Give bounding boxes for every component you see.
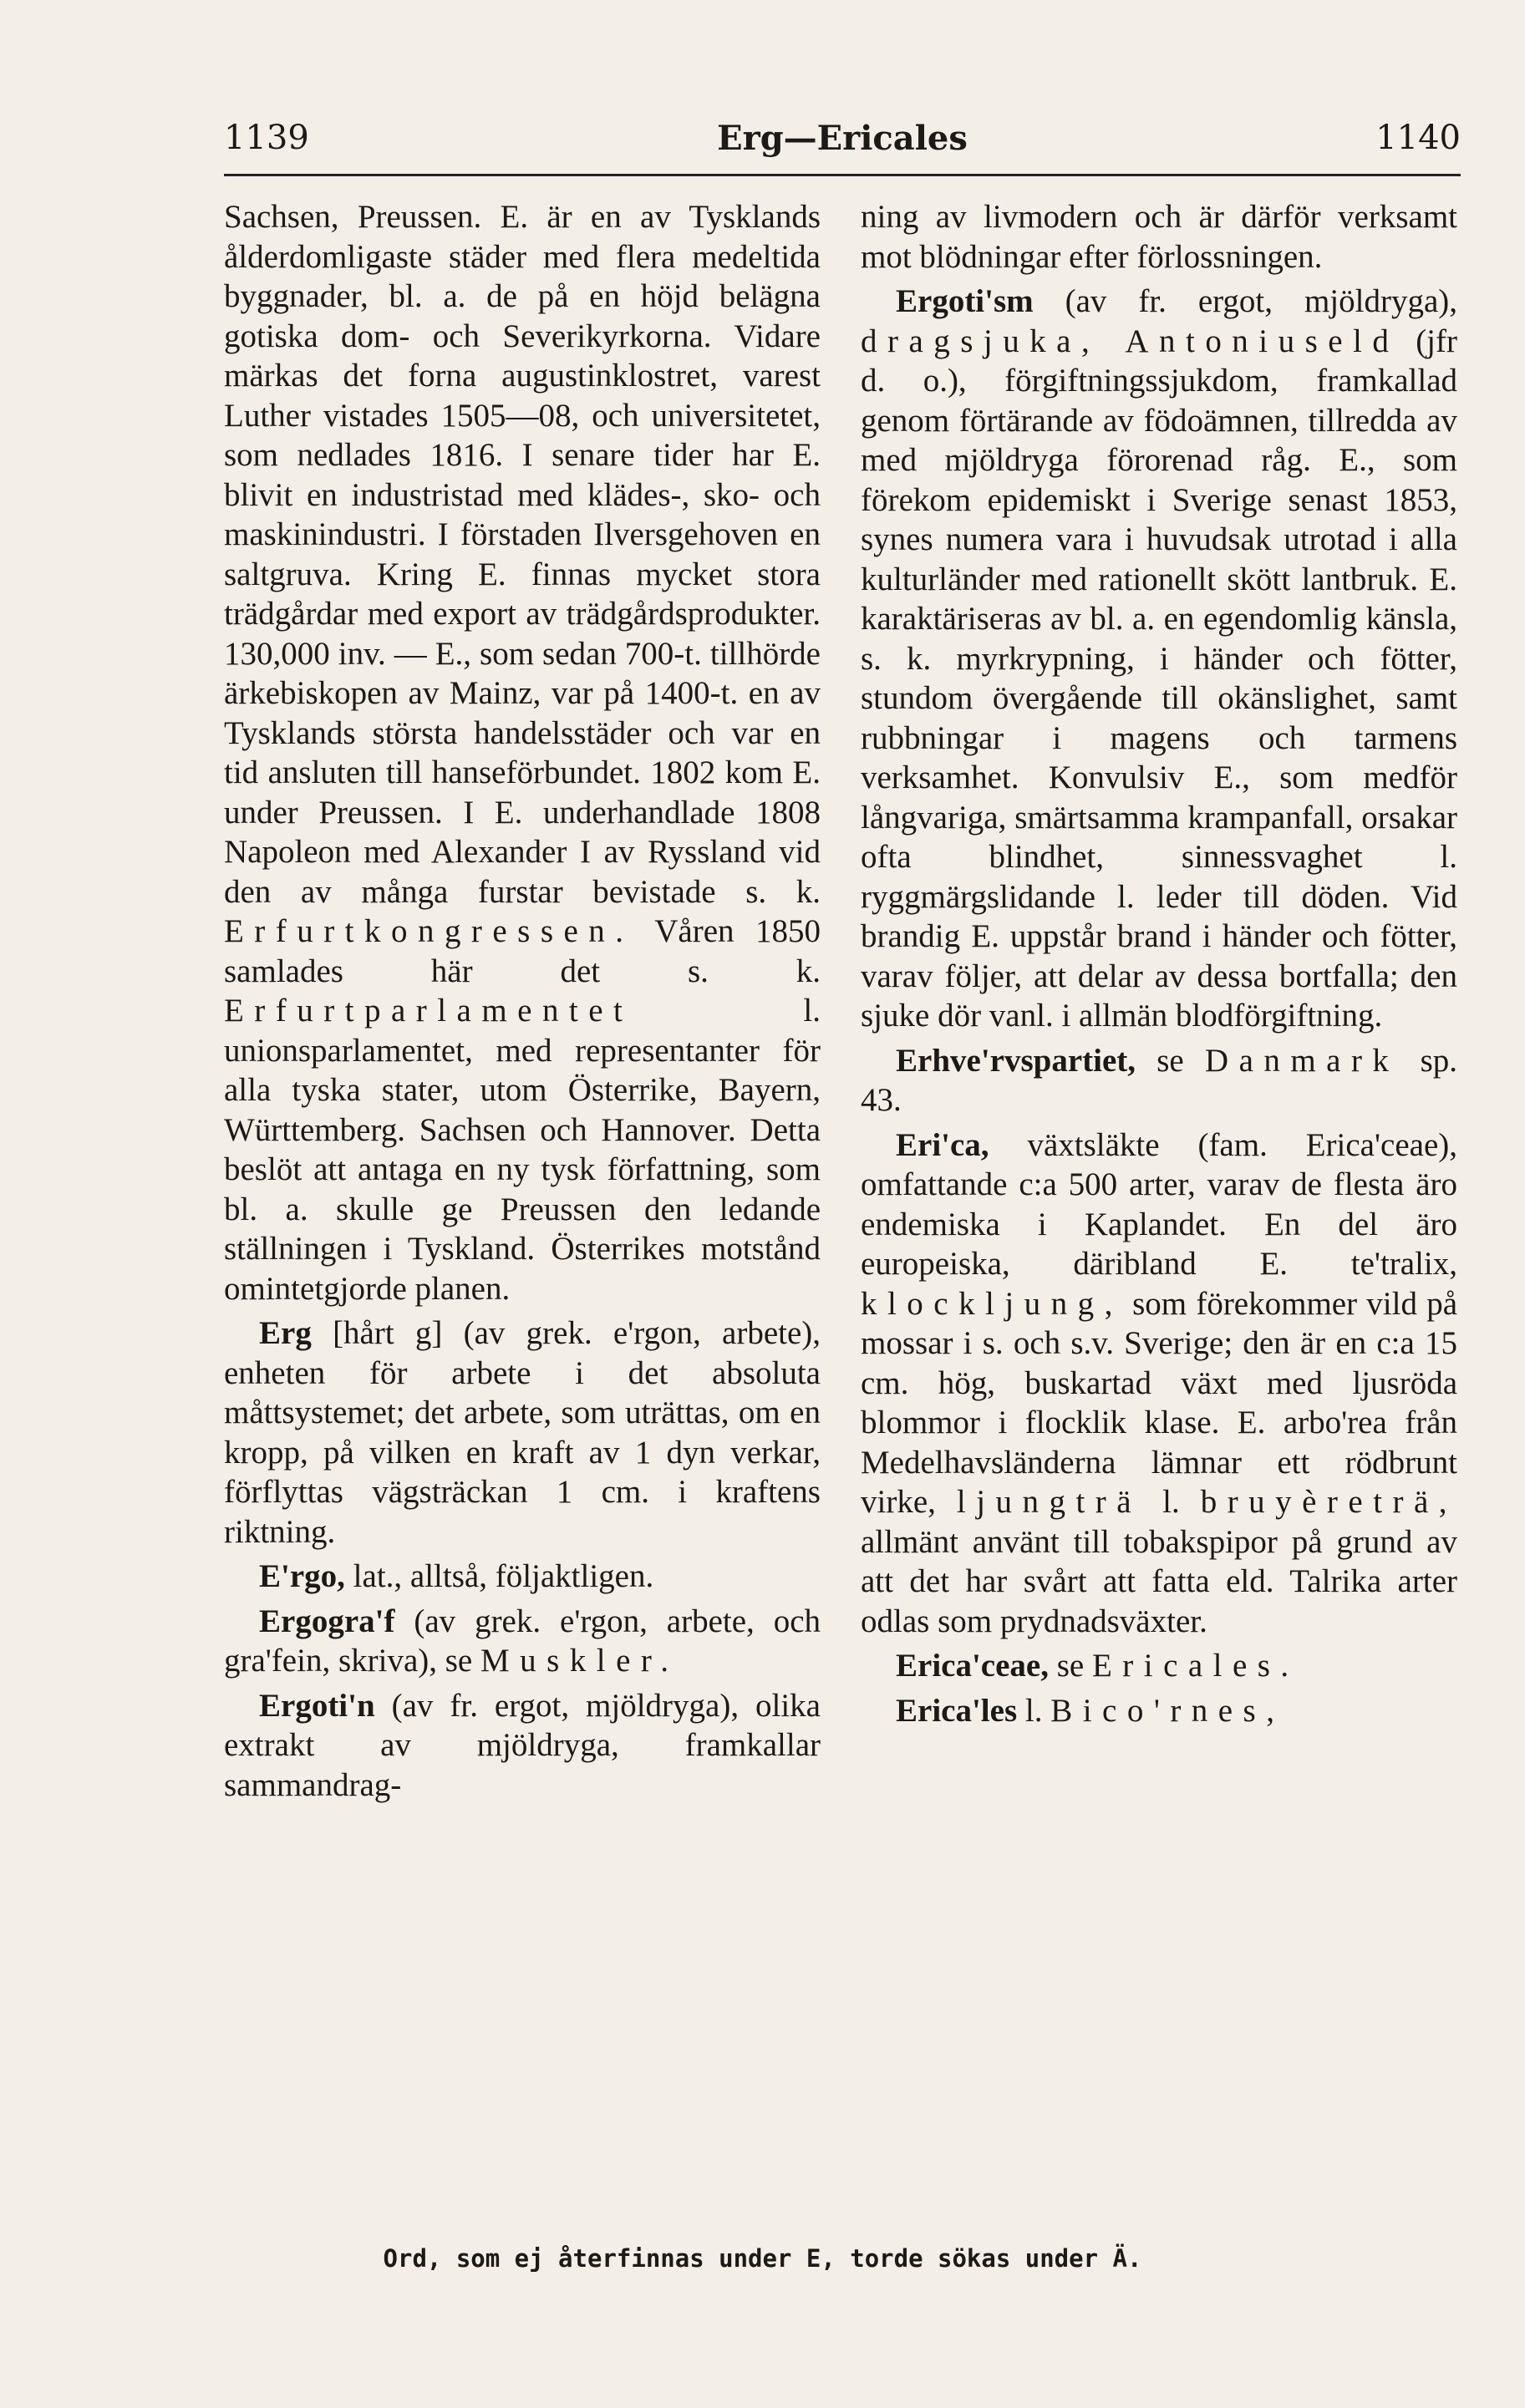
- headword: E'rgo,: [259, 1558, 345, 1594]
- headword: Erica'ceae,: [896, 1648, 1049, 1684]
- entry-ericales: Erica'les l. Bico'rnes,: [896, 1692, 1285, 1729]
- entry-erhvervspartiet: Erhve'rvspartiet, se Danmark sp. 43.: [861, 1042, 1458, 1118]
- headword: Erica'les: [896, 1692, 1018, 1729]
- ergotin-continuation: ning av livmodern och är därför verksamt mot blödningar efter förlossningen.: [861, 199, 1457, 275]
- page-header: [224, 119, 1461, 169]
- headword: Ergoti'sm: [896, 283, 1034, 319]
- entry-ergotism: Ergoti'sm (av fr. ergot, mjöldryga), dragsjuka, Antoniuseld (jfr d. o.), förgiftningssjukdom, framkallad genom förtärande av födoämnen, tillredda av med mjöldryga förorenad råg. E., som förekom epidemiskt i Sverige senast 1853, synes numera vara i huvudsak utrotad i alla kulturländer med rationellt skött lantbruk. E. karaktäriseras av bl. a. en egendomlig känsla, s. k. myrkrypning, i händer och fötter, stundom övergående till okänslighet, samt rubbningar i magens och tarmens verksamhet. Konvulsiv E., som medför långvariga, smärtsamma krampanfall, orsakar ofta blindhet, sinnessvaghet l. ryggmärgslidande l. leder till döden. Vid brandig E. uppstår brand i händer och fötter, varav följer, att delar av dessa bortfalla; den sjuke dör vanl. i allmän blodförgiftning.: [861, 283, 1457, 1034]
- headword: Eri'ca,: [896, 1126, 989, 1163]
- left-page-number: 1139: [224, 119, 309, 157]
- right-page-number: 1140: [1375, 119, 1461, 157]
- left-column: [224, 197, 821, 1810]
- entry-ergograf: Ergogra'f (av grek. e'rgon, arbete, och gra'fein, skriva), se Muskler.: [224, 1603, 821, 1679]
- header-rule: [224, 174, 1461, 176]
- headword: Erhve'rvspartiet,: [896, 1042, 1136, 1079]
- entry-ergotin: Ergoti'n (av fr. ergot, mjöldryga), olika extrakt av mjöldryga, framkallar sammandrag-: [224, 1687, 821, 1803]
- headword: Ergoti'n: [259, 1687, 375, 1724]
- erfurt-continuation: Sachsen, Preussen. E. är en av Tysklands ålderdomligaste städer med flera medeltida byggnader, bl. a. de på en höjd belägna gotiska dom- och Severikyrkorna. Vidare märkas det forna augustinklostret, varest Luther vistades 1505—08, och universitetet, som nedlades 1816. I senare tider har E. blivit en industristad med klädes-, sko- och maskinindustri. I förstaden Ilversgehoven en saltgruva. Kring E. finnas mycket stora trädgårdar med export av trädgårdsprodukter. 130,000 inv. — E., som sedan 700-t. tillhörde ärkebiskopen av Mainz, var på 1400-t. en av Tysklands största handelsstäder och var en tid ansluten till hanseförbundet. 1802 kom E. under Preussen. I E. underhandlade 1808 Napoleon med Alexander I av Ryssland vid den av många furstar bevistade s. k. Erfurtkongressen. Våren 1850 samlades här det s. k. Erfurtparlamentet l. unionsparlamentet, med representanter för alla tyska stater, utom Österrike, Bayern, Württemberg. Sachsen och Hannover. Detta beslöt att antaga en ny tysk författning, som bl. a. skulle ge Preussen den ledande ställningen i Tyskland. Österrikes motstånd omintetgjorde planen.: [224, 199, 821, 1307]
- footer-note: Ord, som ej återfinnas under E, torde sökas under Ä.: [383, 2244, 1142, 2273]
- entry-erg: Erg [hårt g] (av grek. e'rgon, arbete), enheten för arbete i det absoluta måttsystemet; det arbete, som uträttas, om en kropp, på vilken en kraft av 1 dyn verkar, förflyttas vägsträckan 1 cm. i kraftens riktning.: [224, 1315, 821, 1550]
- running-title: Erg—Ericales: [717, 119, 968, 158]
- right-column: [861, 197, 1457, 1735]
- entry-ergo: E'rgo, lat., alltså, följaktligen.: [259, 1558, 654, 1594]
- entry-erica: Eri'ca, växtsläkte (fam. Erica'ceae), omfattande c:a 500 arter, varav de flesta äro endemiska i Kaplandet. En del äro europeiska, däribland E. te'tralix, klockljung, som förekommer vild på mossar i s. och s.v. Sverige; den är en c:a 15 cm. hög, buskartad växt med ljusröda blommor i flocklik klase. E. arbo'rea från Medelhavsländerna lämnar ett rödbrunt virke, ljungträ l. bruyèreträ, allmänt använt till tobakspipor på grund av att det har svårt att fatta eld. Talrika arter odlas som prydnadsväxter.: [861, 1126, 1458, 1639]
- entry-ericaceae: Erica'ceae, se Ericales.: [896, 1648, 1299, 1684]
- headword: Ergogra'f: [259, 1603, 395, 1639]
- headword: Erg: [259, 1315, 312, 1351]
